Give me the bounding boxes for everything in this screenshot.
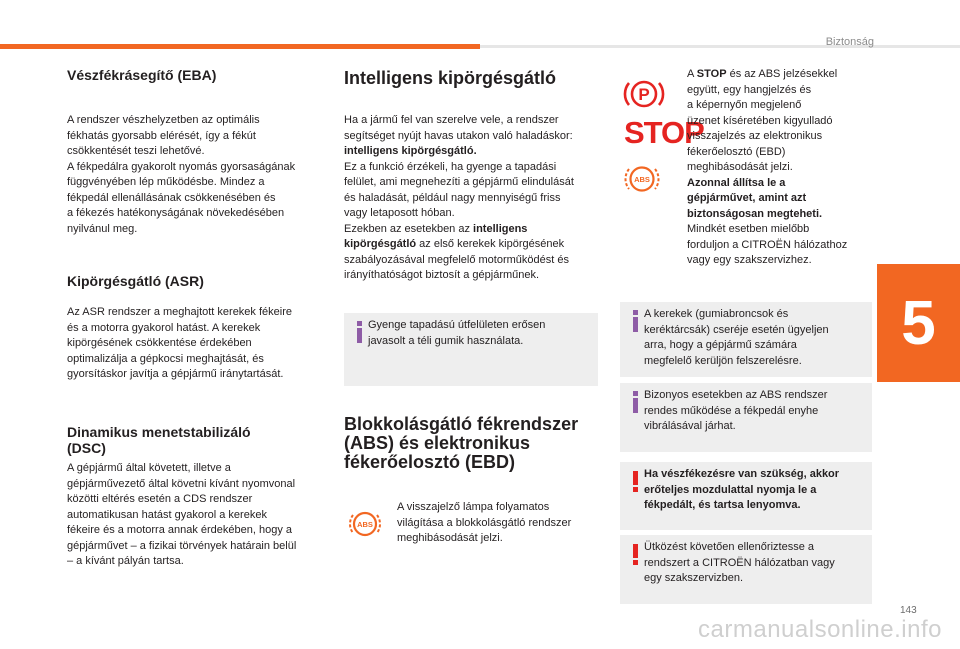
abs-heading (344, 415, 578, 472)
abs-icon-label: ABS (634, 175, 650, 184)
info-icon (353, 320, 367, 344)
note-text (644, 540, 864, 587)
page-number: 143 (900, 605, 917, 616)
text-line: fékeire és a motorra annak érdekében, hogy a (67, 524, 293, 536)
abs-warning-lamp-icon (346, 506, 384, 542)
text-line: A fékpedálra gyakorolt nyomás gyorsaságának (67, 160, 296, 173)
text-line: közötti eltérés esetén a CDS rendszer (67, 493, 253, 505)
text-line: a képernyőn megjelenő (687, 99, 802, 111)
text-line: gyorsításkor javítja a gépjármű iránytartását. (67, 368, 284, 380)
text-line: segítséget nyújt havas utakon való haladáskor: (344, 129, 573, 142)
warning-icon (629, 542, 643, 566)
text-line: optimalizálja a gépkocsi meghajtását, és (67, 352, 264, 365)
text-line: vagy letaposott hóban. (344, 207, 455, 219)
info-note-abs-vibration (620, 383, 872, 452)
text-line: – a kívánt pályán tartsa. (67, 555, 184, 567)
text-line: forduljon a CITROËN hálózathoz (687, 238, 848, 251)
note-text (644, 307, 864, 369)
text-line: Ez a funkció érzékeli, ha gyenge a tapadási (344, 160, 557, 173)
text-line: javasolt a téli gumik használata. (368, 334, 524, 347)
text-line: Bizonyos esetekben az ABS rendszer (644, 389, 828, 401)
text-line: erőteljes mozdulattal nyomja le a (644, 483, 817, 496)
text-line: vagy egy szakszervizhez. (687, 254, 812, 266)
heading-line: fékerőelosztó (EBD) (344, 452, 516, 472)
text-line: biztonságosan megteheti. (687, 207, 823, 220)
info-note-winter-tyres (344, 313, 598, 386)
warning-note-emergency-braking (620, 462, 872, 530)
text-run: Ezekben az esetekben az (344, 222, 474, 235)
text-line (344, 222, 604, 238)
warning-icon (629, 469, 643, 493)
note-text (644, 467, 864, 514)
text-line: szabályozásával megfelelő motorműködést és (344, 253, 570, 266)
text-run: az első kerekek kipörgésének (416, 238, 565, 250)
text-run-bold: intelligens (473, 222, 528, 235)
note-text (644, 388, 864, 435)
text-line: felület, ami megnehezíti a gépjármű elindulását (344, 176, 574, 188)
text-line: a fékezés hatékonyságának növekedésében (67, 207, 285, 219)
text-line: megfelelő kerüljön felszerelésre. (644, 354, 802, 367)
abs-body (397, 500, 602, 547)
text-line: világítása a blokkolásgátló rendszer (397, 516, 572, 529)
text-line: intelligens kipörgésgátló. (344, 145, 477, 157)
text-line (687, 67, 887, 83)
text-line: gépjárművezető által követni kívánt nyomvonal (67, 477, 296, 490)
text-line: meghibásodását jelzi. (687, 161, 793, 173)
text-line: fékpedált, és tartsa lenyomva. (644, 499, 801, 511)
text-line: A rendszer vészhelyzetben az optimális (67, 114, 260, 126)
intelligent-traction-body (344, 113, 604, 284)
dsc-heading (67, 424, 251, 456)
heading-line: Dinamikus menetstabilizáló (67, 424, 251, 440)
text-line: fékerőelosztó (EBD) (687, 145, 786, 158)
asr-heading: Kipörgésgátló (ASR) (67, 273, 204, 289)
header-accent-bar (0, 44, 480, 49)
warning-note-after-collision (620, 535, 872, 604)
stop-warning-icon: STOP (624, 115, 704, 150)
text-line: és haladását, például nagy mennyiségű friss (344, 191, 561, 204)
dsc-body (67, 461, 329, 570)
text-line: automatikusan hatást gyakorol a kerekek (67, 508, 267, 521)
note-text (368, 318, 590, 349)
text-line: függvényében lép működésbe. Mindez a (67, 176, 265, 188)
heading-line: Blokkolásgátló fékrendszer (344, 414, 579, 434)
text-line: A visszajelző lámpa folyamatos (397, 501, 550, 513)
text-run-bold: kipörgésgátló (344, 238, 417, 250)
text-line: irányíthatóságot biztosít a gépjárműnek. (344, 269, 540, 281)
chapter-badge: 5 (877, 264, 960, 382)
eba-heading: Vészfékrásegítő (EBA) (67, 67, 217, 83)
text-line: A gépjármű által követett, illetve a (67, 462, 231, 474)
text-line: fékhatás gyorsabb elérését, így a fékút (67, 129, 256, 142)
text-line: rendes működése a fékpedál enyhe (644, 404, 819, 417)
text-line: vibrálásával járhat. (644, 420, 736, 432)
text-line: visszajelzés az elektronikus (687, 130, 823, 142)
text-line: gépjárművet, amint azt (687, 192, 807, 204)
text-line: Gyenge tapadású útfelületen erősen (368, 319, 546, 331)
text-line: egy szakszervizben. (644, 572, 744, 584)
info-icon (629, 309, 643, 333)
text-run-bold: STOP (696, 68, 727, 80)
text-line: Azonnal állítsa le a (687, 176, 786, 189)
text-line: A kerekek (gumiabroncsok és (644, 308, 789, 320)
text-line: és a motorra gyakorol hatást. A kerekek (67, 321, 261, 334)
text-line: kipörgésének csökkentése érdekében (67, 337, 252, 349)
text-line: gépjárművet – a fizikai törvények határain belül (67, 539, 297, 552)
text-run: A (687, 68, 697, 80)
text-line: keréktárcsák) cseréje esetén ügyeljen (644, 323, 829, 336)
text-line: Ha vészfékezésre van szükség, akkor (644, 468, 840, 480)
text-line: együtt, egy hangjelzés és (687, 83, 812, 96)
text-line: arra, hogy a gépjármű számára (644, 339, 797, 351)
text-run: és az ABS jelzésekkel (726, 68, 838, 80)
abs-warning-lamp-icon-2 (622, 160, 662, 198)
text-line: rendszert a CITROËN hálózatban vagy (644, 556, 835, 569)
heading-line: (ABS) és elektronikus (344, 433, 531, 453)
text-line: csökkentését teszi lehetővé. (67, 145, 205, 157)
text-line: Ha a jármű fel van szerelve vele, a rendszer (344, 114, 559, 126)
text-line: Az ASR rendszer a meghajtott kerekek fékeire (67, 306, 292, 318)
section-title: Biztonság (825, 36, 874, 48)
text-line: fékpedál ellenállásának csökkenésében és (67, 191, 276, 204)
info-icon (629, 390, 643, 414)
text-line: meghibásodását jelzi. (397, 532, 503, 544)
text-line: Ütközést követően ellenőriztesse a (644, 541, 814, 553)
header-rule (480, 45, 960, 48)
eba-body (67, 113, 327, 237)
parking-brake-warning-icon (622, 76, 666, 112)
ebd-fault-body (687, 67, 887, 269)
intelligent-traction-heading: Intelligens kipörgésgátló (344, 68, 557, 88)
asr-body (67, 305, 327, 383)
text-line: Mindkét esetben mielőbb (687, 223, 810, 235)
watermark: carmanualsonline.info (698, 616, 942, 643)
text-line (344, 237, 604, 253)
info-note-wheels (620, 302, 872, 377)
heading-line: (DSC) (67, 440, 106, 456)
abs-icon-label: ABS (357, 520, 373, 529)
text-line: üzenet kíséretében kigyulladó (687, 114, 833, 127)
p-icon-label: P (638, 85, 650, 104)
text-line: nyilvánul meg. (67, 222, 138, 235)
